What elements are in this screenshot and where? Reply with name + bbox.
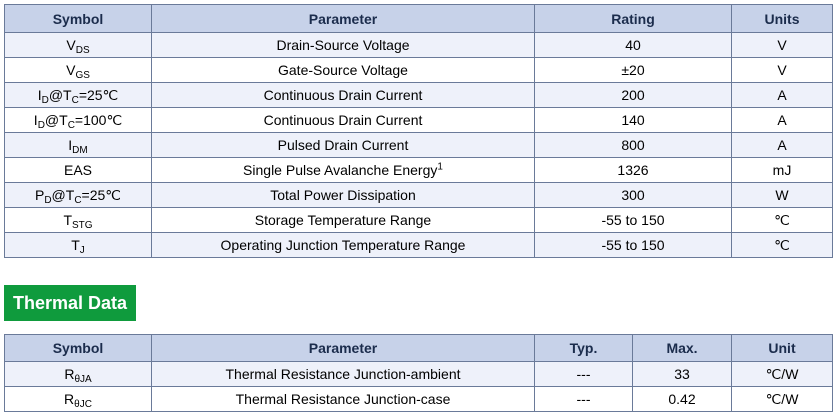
unit-cell: V <box>732 58 833 83</box>
symbol-cell <box>5 133 152 158</box>
rating-cell: 300 <box>535 183 732 208</box>
symbol-condition-subscript: C <box>74 194 82 206</box>
parameter-cell <box>152 83 535 108</box>
symbol-main: I <box>33 111 38 128</box>
parameter-cell: Thermal Resistance Junction-ambient <box>152 362 535 387</box>
header-unit: Unit <box>732 335 833 362</box>
symbol-main: T <box>63 212 72 228</box>
symbol-subscript: D <box>44 194 52 206</box>
symbol-condition-subscript: C <box>67 119 75 131</box>
symbol-cell <box>5 208 152 233</box>
header-symbol: Symbol <box>5 5 152 33</box>
unit-cell: W <box>732 183 833 208</box>
symbol-main: P <box>34 186 45 203</box>
table-row <box>5 83 833 108</box>
table-row <box>5 183 833 208</box>
symbol-subscript: DM <box>72 145 88 156</box>
symbol-main: R <box>64 391 75 407</box>
table-header-row <box>5 335 833 362</box>
symbol-main: I <box>37 86 42 103</box>
header-parameter: Parameter <box>152 335 535 362</box>
unit-cell: V <box>732 33 833 58</box>
parameter-text: Storage Temperature Range <box>254 212 432 228</box>
symbol-condition-value: =100℃ <box>74 111 123 128</box>
symbol-subscript: D <box>37 119 45 131</box>
parameter-text: Pulsed Drain Current <box>277 137 409 153</box>
rating-cell: 800 <box>535 133 732 158</box>
table-row <box>5 362 833 387</box>
thermal-data-heading: Thermal Data <box>4 285 136 321</box>
symbol-condition-value: =25℃ <box>81 186 122 203</box>
unit-cell: ℃ <box>732 233 833 258</box>
parameter-text: Drain-Source Voltage <box>276 37 410 53</box>
unit-cell: mJ <box>732 158 833 183</box>
parameter-text: Total Power Dissipation <box>270 187 416 203</box>
parameter-cell <box>152 208 535 233</box>
parameter-cell <box>152 183 535 208</box>
rating-cell: 1326 <box>535 158 732 183</box>
symbol-subscript: θJC <box>74 399 92 410</box>
parameter-cell <box>152 33 535 58</box>
table-row <box>5 387 833 412</box>
symbol-main: V <box>66 62 76 78</box>
symbol-subscript: J <box>79 245 85 256</box>
symbol-subscript: GS <box>75 70 90 81</box>
symbol-condition: @T <box>48 86 72 103</box>
table-row <box>5 58 833 83</box>
symbol-subscript: D <box>41 94 49 106</box>
unit-cell: A <box>732 83 833 108</box>
header-symbol: Symbol <box>5 335 152 362</box>
symbol-cell <box>5 362 152 387</box>
rating-cell: 200 <box>535 83 732 108</box>
parameter-text: Continuous Drain Current <box>263 87 423 103</box>
max-cell: 33 <box>633 362 732 387</box>
unit-cell: A <box>732 108 833 133</box>
symbol-condition: @T <box>51 186 75 203</box>
header-typ: Typ. <box>535 335 633 362</box>
symbol-cell <box>5 158 152 183</box>
thermal-data-table <box>4 334 833 412</box>
unit-cell: A <box>732 133 833 158</box>
parameter-footnote: 1 <box>437 161 443 173</box>
typ-cell: --- <box>535 362 633 387</box>
typ-cell: --- <box>535 387 633 412</box>
symbol-subscript: θJA <box>74 374 92 385</box>
symbol-cell <box>5 108 152 133</box>
symbol-cell <box>5 233 152 258</box>
header-units: Units <box>732 5 833 33</box>
symbol-condition-subscript: C <box>71 94 79 106</box>
symbol-subscript: STG <box>72 220 93 231</box>
parameter-cell <box>152 233 535 258</box>
symbol-main: T <box>71 237 80 253</box>
unit-cell: ℃ <box>732 208 833 233</box>
symbol-condition: @T <box>44 111 68 128</box>
parameter-cell: Thermal Resistance Junction-case <box>152 387 535 412</box>
parameter-text: Gate-Source Voltage <box>278 62 408 78</box>
header-max: Max. <box>633 335 732 362</box>
parameter-text: Operating Junction Temperature Range <box>220 237 466 253</box>
parameter-text: Single Pulse Avalanche Energy <box>243 162 438 178</box>
symbol-main: R <box>64 366 75 382</box>
table-header-row <box>5 5 833 33</box>
symbol-main: EAS <box>63 162 92 178</box>
symbol-cell <box>5 33 152 58</box>
table-row <box>5 158 833 183</box>
parameter-cell <box>152 58 535 83</box>
symbol-subscript: DS <box>75 45 90 56</box>
header-rating: Rating <box>535 5 732 33</box>
table-row <box>5 33 833 58</box>
parameter-text: Continuous Drain Current <box>263 112 423 128</box>
unit-cell: ℃/W <box>732 362 833 387</box>
rating-cell: -55 to 150 <box>535 208 732 233</box>
max-cell: 0.42 <box>633 387 732 412</box>
symbol-main: V <box>66 37 76 53</box>
parameter-cell <box>152 108 535 133</box>
table-row <box>5 233 833 258</box>
rating-cell: ±20 <box>535 58 732 83</box>
symbol-condition-value: =25℃ <box>78 86 119 103</box>
rating-cell: 40 <box>535 33 732 58</box>
symbol-cell <box>5 83 152 108</box>
table-row <box>5 208 833 233</box>
rating-cell: 140 <box>535 108 732 133</box>
unit-cell: ℃/W <box>732 387 833 412</box>
table-row <box>5 133 833 158</box>
symbol-main: I <box>68 137 73 153</box>
table-row <box>5 108 833 133</box>
parameter-cell <box>152 133 535 158</box>
rating-cell: -55 to 150 <box>535 233 732 258</box>
symbol-cell <box>5 387 152 412</box>
symbol-cell <box>5 183 152 208</box>
absolute-maximum-ratings-table <box>4 4 833 258</box>
parameter-cell <box>152 158 535 183</box>
header-parameter: Parameter <box>152 5 535 33</box>
symbol-cell <box>5 58 152 83</box>
